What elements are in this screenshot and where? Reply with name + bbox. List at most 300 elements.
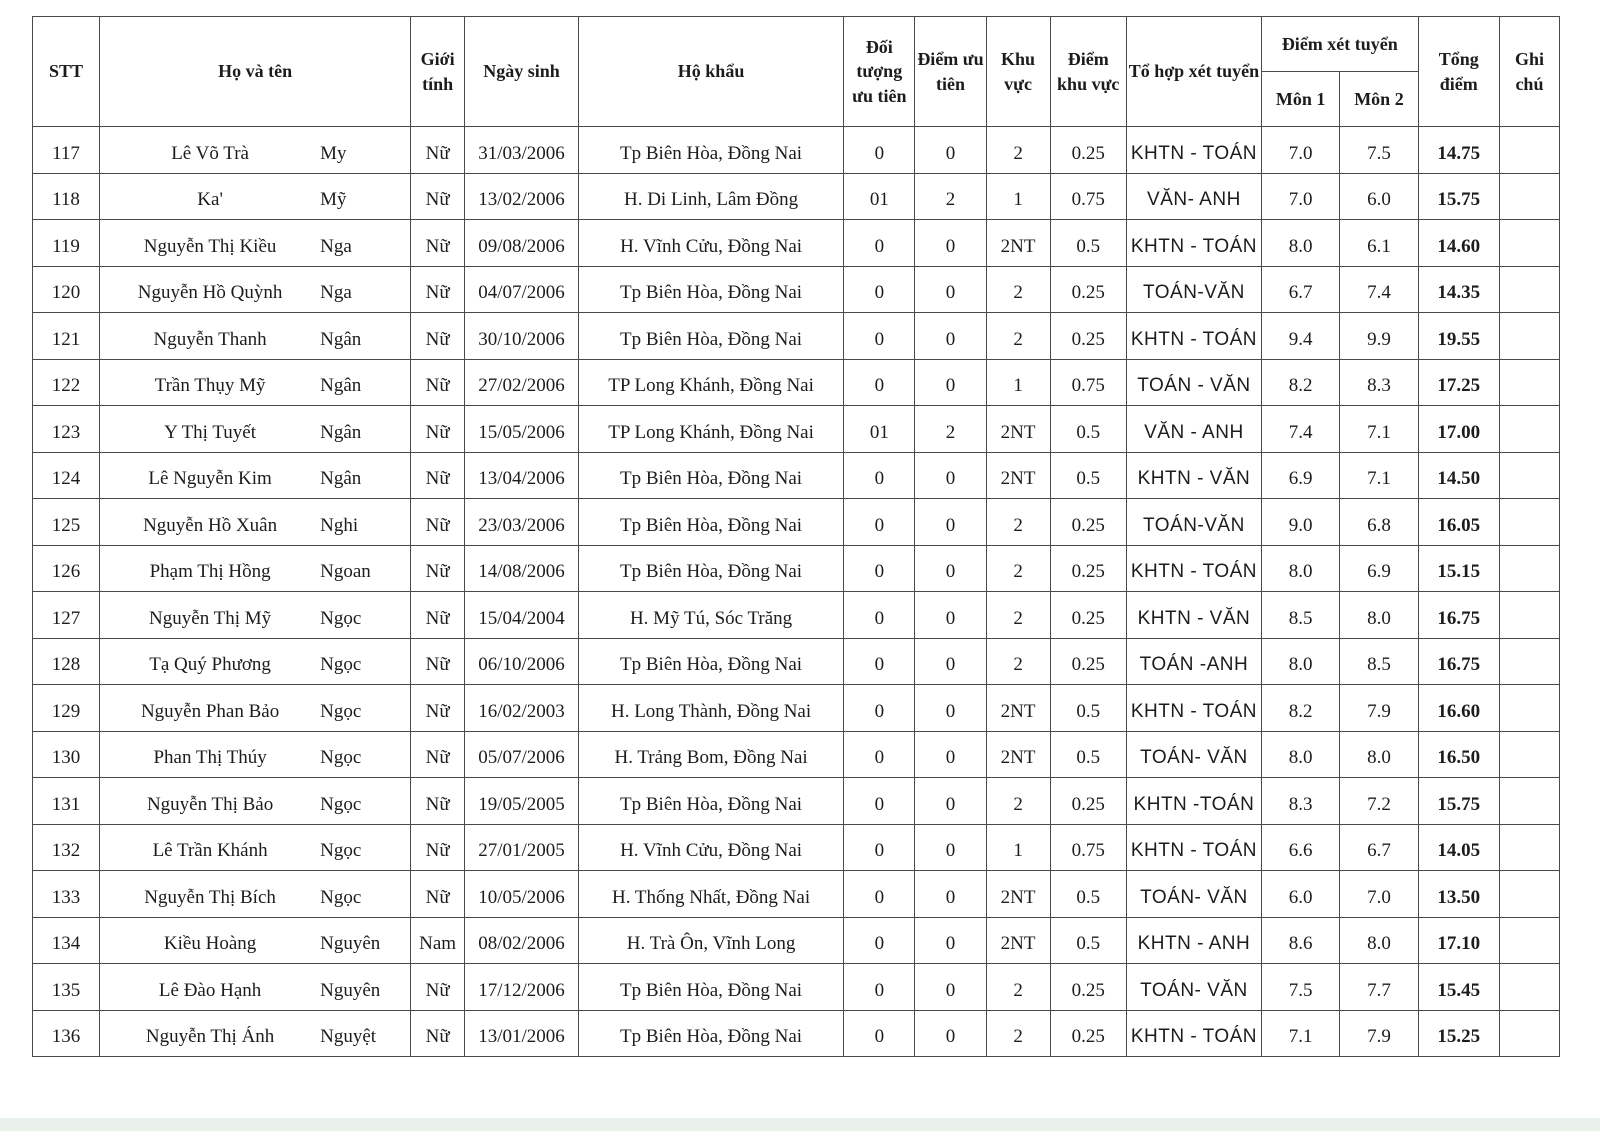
cell-last-middle-name: Ka' — [197, 189, 223, 211]
cell-priority-group: 0 — [844, 592, 915, 639]
cell-note — [1499, 266, 1559, 313]
cell-subject-2: 8.5 — [1340, 638, 1418, 685]
cell-note — [1499, 685, 1559, 732]
table-row — [33, 964, 1560, 1011]
cell-total: 14.75 — [1418, 127, 1499, 174]
table-row — [33, 731, 1560, 778]
cell-subject-2: 7.7 — [1340, 964, 1418, 1011]
table-row — [33, 406, 1560, 453]
cell-note — [1499, 592, 1559, 639]
cell-priority-group: 01 — [844, 406, 915, 453]
cell-gender: Nữ — [411, 452, 465, 499]
cell-region-score: 0.25 — [1050, 499, 1126, 546]
cell-priority-group: 0 — [844, 127, 915, 174]
cell-priority-group: 0 — [844, 499, 915, 546]
table-row — [33, 685, 1560, 732]
table-row — [33, 917, 1560, 964]
cell-address: H. Di Linh, Lâm Đồng — [578, 173, 843, 220]
cell-dob: 27/02/2006 — [465, 359, 579, 406]
cell-subject-1: 8.0 — [1262, 220, 1340, 267]
cell-last-middle-name: Nguyễn Hồ Xuân — [143, 514, 278, 536]
cell-name — [100, 499, 411, 546]
cell-dob: 17/12/2006 — [465, 964, 579, 1011]
cell-region: 2 — [986, 778, 1050, 825]
cell-region: 2 — [986, 1010, 1050, 1057]
cell-combination: KHTN -TOÁN — [1126, 778, 1261, 825]
cell-address: H. Vĩnh Cửu, Đồng Nai — [578, 824, 843, 871]
cell-note — [1499, 127, 1559, 174]
cell-first-name: Nga — [320, 282, 352, 304]
cell-gender: Nữ — [411, 406, 465, 453]
cell-last-middle-name: Nguyễn Thị Bích — [144, 886, 276, 908]
admission-results-table — [32, 16, 1560, 1057]
cell-name — [100, 452, 411, 499]
cell-combination: KHTN - VĂN — [1126, 452, 1261, 499]
cell-name — [100, 778, 411, 825]
cell-note — [1499, 406, 1559, 453]
table-row — [33, 127, 1560, 174]
cell-priority-group: 0 — [844, 871, 915, 918]
header-total: Tổng điểm — [1418, 17, 1499, 127]
cell-subject-2: 6.9 — [1340, 545, 1418, 592]
table-row — [33, 266, 1560, 313]
cell-dob: 27/01/2005 — [465, 824, 579, 871]
cell-last-middle-name: Lê Trần Khánh — [152, 840, 268, 862]
cell-region-score: 0.25 — [1050, 592, 1126, 639]
cell-first-name: Nguyệt — [320, 1026, 377, 1048]
cell-subject-2: 8.0 — [1340, 917, 1418, 964]
cell-name — [100, 313, 411, 360]
cell-note — [1499, 313, 1559, 360]
cell-note — [1499, 964, 1559, 1011]
cell-subject-1: 9.4 — [1262, 313, 1340, 360]
cell-last-middle-name: Tạ Quý Phương — [149, 654, 271, 676]
cell-region-score: 0.75 — [1050, 824, 1126, 871]
cell-name — [100, 871, 411, 918]
cell-last-middle-name: Trần Thụy Mỹ — [154, 375, 266, 397]
cell-region-score: 0.5 — [1050, 871, 1126, 918]
cell-priority-score: 0 — [915, 778, 986, 825]
header-priority-score: Điểm ưu tiên — [915, 17, 986, 127]
cell-total: 15.15 — [1418, 545, 1499, 592]
cell-region: 2NT — [986, 685, 1050, 732]
cell-combination: TOÁN-VĂN — [1126, 499, 1261, 546]
cell-combination: KHTN - TOÁN — [1126, 685, 1261, 732]
cell-last-middle-name: Kiều Hoàng — [163, 933, 257, 955]
cell-region-score: 0.5 — [1050, 731, 1126, 778]
cell-first-name: Mỹ — [320, 189, 347, 211]
cell-gender: Nữ — [411, 359, 465, 406]
cell-name — [100, 592, 411, 639]
cell-stt: 123 — [33, 406, 100, 453]
cell-subject-1: 6.9 — [1262, 452, 1340, 499]
cell-subject-1: 6.7 — [1262, 266, 1340, 313]
cell-region-score: 0.5 — [1050, 917, 1126, 964]
cell-address: Tp Biên Hòa, Đồng Nai — [578, 964, 843, 1011]
table-row — [33, 824, 1560, 871]
cell-total: 19.55 — [1418, 313, 1499, 360]
cell-total: 17.10 — [1418, 917, 1499, 964]
cell-region: 2 — [986, 638, 1050, 685]
header-stt: STT — [33, 17, 100, 127]
cell-subject-2: 8.0 — [1340, 731, 1418, 778]
cell-name — [100, 406, 411, 453]
cell-dob: 13/02/2006 — [465, 173, 579, 220]
cell-priority-group: 0 — [844, 545, 915, 592]
cell-priority-score: 0 — [915, 313, 986, 360]
cell-priority-score: 0 — [915, 545, 986, 592]
cell-name — [100, 685, 411, 732]
cell-region-score: 0.75 — [1050, 359, 1126, 406]
cell-first-name: Ngân — [320, 421, 362, 443]
cell-address: H. Trà Ôn, Vĩnh Long — [578, 917, 843, 964]
cell-stt: 120 — [33, 266, 100, 313]
cell-region-score: 0.5 — [1050, 452, 1126, 499]
header-combination: Tổ hợp xét tuyển — [1126, 17, 1261, 127]
cell-gender: Nữ — [411, 731, 465, 778]
cell-subject-2: 7.9 — [1340, 1010, 1418, 1057]
header-gender: Giới tính — [411, 17, 465, 127]
cell-priority-score: 0 — [915, 127, 986, 174]
cell-address: Tp Biên Hòa, Đồng Nai — [578, 452, 843, 499]
cell-dob: 08/02/2006 — [465, 917, 579, 964]
cell-dob: 13/01/2006 — [465, 1010, 579, 1057]
cell-total: 14.50 — [1418, 452, 1499, 499]
cell-subject-2: 6.1 — [1340, 220, 1418, 267]
header-region: Khu vực — [986, 17, 1050, 127]
table-row — [33, 592, 1560, 639]
cell-region: 2NT — [986, 220, 1050, 267]
cell-first-name: Ngọc — [320, 840, 362, 862]
cell-subject-1: 6.0 — [1262, 871, 1340, 918]
cell-subject-1: 8.0 — [1262, 638, 1340, 685]
cell-dob: 15/04/2004 — [465, 592, 579, 639]
cell-gender: Nữ — [411, 685, 465, 732]
cell-first-name: Nguyên — [320, 933, 381, 955]
cell-subject-2: 8.3 — [1340, 359, 1418, 406]
cell-gender: Nữ — [411, 871, 465, 918]
cell-combination: KHTN - TOÁN — [1126, 545, 1261, 592]
cell-region: 2 — [986, 127, 1050, 174]
cell-stt: 128 — [33, 638, 100, 685]
cell-priority-score: 0 — [915, 1010, 986, 1057]
cell-stt: 134 — [33, 917, 100, 964]
cell-total: 15.75 — [1418, 173, 1499, 220]
cell-stt: 125 — [33, 499, 100, 546]
cell-priority-score: 0 — [915, 266, 986, 313]
cell-stt: 117 — [33, 127, 100, 174]
cell-region: 2 — [986, 313, 1050, 360]
cell-last-middle-name: Lê Nguyễn Kim — [148, 468, 272, 490]
cell-stt: 136 — [33, 1010, 100, 1057]
cell-dob: 10/05/2006 — [465, 871, 579, 918]
table-row — [33, 313, 1560, 360]
cell-region: 2 — [986, 592, 1050, 639]
cell-subject-2: 6.0 — [1340, 173, 1418, 220]
cell-dob: 05/07/2006 — [465, 731, 579, 778]
cell-priority-group: 0 — [844, 824, 915, 871]
cell-priority-score: 0 — [915, 685, 986, 732]
cell-name — [100, 173, 411, 220]
cell-priority-score: 2 — [915, 406, 986, 453]
cell-first-name: Nga — [320, 235, 352, 257]
cell-priority-score: 0 — [915, 917, 986, 964]
cell-name — [100, 964, 411, 1011]
cell-address: TP Long Khánh, Đồng Nai — [578, 359, 843, 406]
cell-region-score: 0.25 — [1050, 545, 1126, 592]
cell-combination: VĂN- ANH — [1126, 173, 1261, 220]
cell-subject-1: 8.2 — [1262, 359, 1340, 406]
cell-priority-group: 0 — [844, 917, 915, 964]
cell-address: Tp Biên Hòa, Đồng Nai — [578, 127, 843, 174]
cell-dob: 23/03/2006 — [465, 499, 579, 546]
cell-address: H. Mỹ Tú, Sóc Trăng — [578, 592, 843, 639]
cell-region-score: 0.25 — [1050, 638, 1126, 685]
cell-priority-group: 0 — [844, 220, 915, 267]
cell-gender: Nữ — [411, 964, 465, 1011]
cell-priority-group: 0 — [844, 778, 915, 825]
cell-total: 15.45 — [1418, 964, 1499, 1011]
cell-subject-1: 8.6 — [1262, 917, 1340, 964]
cell-subject-1: 7.0 — [1262, 127, 1340, 174]
cell-total: 15.75 — [1418, 778, 1499, 825]
cell-note — [1499, 499, 1559, 546]
cell-last-middle-name: Nguyễn Thị Bảo — [146, 793, 274, 815]
cell-total: 13.50 — [1418, 871, 1499, 918]
cell-total: 15.25 — [1418, 1010, 1499, 1057]
cell-stt: 122 — [33, 359, 100, 406]
cell-priority-group: 0 — [844, 964, 915, 1011]
cell-last-middle-name: Nguyễn Thị Kiều — [143, 235, 277, 257]
cell-combination: KHTN - TOÁN — [1126, 1010, 1261, 1057]
cell-stt: 131 — [33, 778, 100, 825]
cell-gender: Nữ — [411, 313, 465, 360]
cell-subject-2: 7.1 — [1340, 406, 1418, 453]
cell-dob: 15/05/2006 — [465, 406, 579, 453]
cell-gender: Nữ — [411, 778, 465, 825]
cell-last-middle-name: Phan Thị Thúy — [153, 747, 267, 769]
cell-subject-2: 7.0 — [1340, 871, 1418, 918]
cell-combination: KHTN - VĂN — [1126, 592, 1261, 639]
cell-region-score: 0.5 — [1050, 685, 1126, 732]
cell-subject-1: 8.5 — [1262, 592, 1340, 639]
cell-priority-score: 0 — [915, 871, 986, 918]
cell-subject-2: 7.1 — [1340, 452, 1418, 499]
cell-subject-1: 9.0 — [1262, 499, 1340, 546]
cell-priority-group: 0 — [844, 731, 915, 778]
cell-gender: Nữ — [411, 266, 465, 313]
cell-gender: Nữ — [411, 499, 465, 546]
cell-address: Tp Biên Hòa, Đồng Nai — [578, 1010, 843, 1057]
cell-address: Tp Biên Hòa, Đồng Nai — [578, 545, 843, 592]
cell-first-name: Nguyên — [320, 979, 381, 1001]
cell-name — [100, 359, 411, 406]
cell-name — [100, 545, 411, 592]
cell-first-name: Ngân — [320, 328, 362, 350]
cell-address: H. Thống Nhất, Đồng Nai — [578, 871, 843, 918]
table-row — [33, 778, 1560, 825]
table-row — [33, 871, 1560, 918]
cell-subject-2: 6.8 — [1340, 499, 1418, 546]
cell-priority-group: 0 — [844, 1010, 915, 1057]
cell-note — [1499, 778, 1559, 825]
cell-combination: TOÁN- VĂN — [1126, 964, 1261, 1011]
table-row — [33, 220, 1560, 267]
cell-combination: TOÁN-VĂN — [1126, 266, 1261, 313]
cell-subject-1: 6.6 — [1262, 824, 1340, 871]
header-subject-2: Môn 2 — [1340, 72, 1418, 127]
header-priority-group: Đối tượng ưu tiên — [844, 17, 915, 127]
cell-last-middle-name: Phạm Thị Hồng — [149, 561, 271, 583]
header-name: Họ và tên — [100, 17, 411, 127]
cell-stt: 129 — [33, 685, 100, 732]
cell-total: 14.05 — [1418, 824, 1499, 871]
cell-combination: KHTN - ANH — [1126, 917, 1261, 964]
cell-region: 1 — [986, 824, 1050, 871]
cell-priority-score: 0 — [915, 592, 986, 639]
cell-first-name: Ngọc — [320, 654, 362, 676]
cell-name — [100, 917, 411, 964]
cell-gender: Nữ — [411, 592, 465, 639]
cell-dob: 31/03/2006 — [465, 127, 579, 174]
cell-stt: 127 — [33, 592, 100, 639]
cell-last-middle-name: Nguyễn Phan Bảo — [140, 700, 280, 722]
cell-address: Tp Biên Hòa, Đồng Nai — [578, 778, 843, 825]
cell-first-name: Ngân — [320, 468, 362, 490]
cell-priority-score: 0 — [915, 499, 986, 546]
cell-combination: VĂN - ANH — [1126, 406, 1261, 453]
cell-gender: Nữ — [411, 824, 465, 871]
cell-note — [1499, 917, 1559, 964]
cell-gender: Nữ — [411, 1010, 465, 1057]
cell-total: 16.05 — [1418, 499, 1499, 546]
cell-note — [1499, 871, 1559, 918]
cell-region: 2NT — [986, 871, 1050, 918]
cell-dob: 13/04/2006 — [465, 452, 579, 499]
table-row — [33, 452, 1560, 499]
cell-first-name: Ngân — [320, 375, 362, 397]
cell-first-name: Nghi — [320, 514, 359, 536]
cell-subject-1: 7.0 — [1262, 173, 1340, 220]
cell-priority-score: 0 — [915, 964, 986, 1011]
cell-note — [1499, 824, 1559, 871]
cell-subject-2: 6.7 — [1340, 824, 1418, 871]
table-row — [33, 499, 1560, 546]
cell-stt: 118 — [33, 173, 100, 220]
cell-last-middle-name: Nguyễn Thị Ánh — [145, 1026, 275, 1048]
cell-subject-2: 7.4 — [1340, 266, 1418, 313]
cell-first-name: Ngọc — [320, 747, 362, 769]
cell-region: 2NT — [986, 917, 1050, 964]
cell-subject-2: 9.9 — [1340, 313, 1418, 360]
cell-combination: KHTN - TOÁN — [1126, 313, 1261, 360]
cell-note — [1499, 359, 1559, 406]
cell-subject-1: 8.0 — [1262, 545, 1340, 592]
cell-total: 16.75 — [1418, 592, 1499, 639]
cell-priority-score: 2 — [915, 173, 986, 220]
cell-first-name: Ngọc — [320, 700, 362, 722]
cell-subject-2: 7.5 — [1340, 127, 1418, 174]
cell-stt: 119 — [33, 220, 100, 267]
cell-priority-score: 0 — [915, 731, 986, 778]
cell-priority-group: 0 — [844, 266, 915, 313]
cell-subject-1: 8.3 — [1262, 778, 1340, 825]
header-address: Hộ khẩu — [578, 17, 843, 127]
cell-total: 14.60 — [1418, 220, 1499, 267]
cell-dob: 04/07/2006 — [465, 266, 579, 313]
cell-region: 2NT — [986, 452, 1050, 499]
cell-dob: 09/08/2006 — [465, 220, 579, 267]
cell-region-score: 0.5 — [1050, 220, 1126, 267]
cell-gender: Nữ — [411, 638, 465, 685]
header-region-score: Điểm khu vực — [1050, 17, 1126, 127]
cell-region-score: 0.5 — [1050, 406, 1126, 453]
cell-last-middle-name: Nguyễn Thị Mỹ — [149, 607, 272, 629]
cell-address: Tp Biên Hòa, Đồng Nai — [578, 638, 843, 685]
cell-region: 2NT — [986, 406, 1050, 453]
cell-total: 16.50 — [1418, 731, 1499, 778]
cell-region-score: 0.25 — [1050, 1010, 1126, 1057]
cell-last-middle-name: Nguyễn Thanh — [153, 328, 267, 350]
cell-first-name: Ngoan — [320, 561, 371, 583]
cell-gender: Nữ — [411, 127, 465, 174]
cell-note — [1499, 220, 1559, 267]
cell-subject-1: 7.5 — [1262, 964, 1340, 1011]
cell-region: 2 — [986, 499, 1050, 546]
cell-subject-2: 7.2 — [1340, 778, 1418, 825]
cell-combination: TOÁN - VĂN — [1126, 359, 1261, 406]
cell-note — [1499, 1010, 1559, 1057]
cell-name — [100, 731, 411, 778]
cell-note — [1499, 545, 1559, 592]
cell-region: 2 — [986, 545, 1050, 592]
table-row — [33, 359, 1560, 406]
cell-address: H. Trảng Bom, Đồng Nai — [578, 731, 843, 778]
cell-gender: Nữ — [411, 220, 465, 267]
cell-region: 2 — [986, 266, 1050, 313]
cell-priority-group: 0 — [844, 359, 915, 406]
cell-priority-group: 0 — [844, 638, 915, 685]
cell-combination: KHTN - TOÁN — [1126, 127, 1261, 174]
cell-note — [1499, 731, 1559, 778]
cell-subject-1: 7.4 — [1262, 406, 1340, 453]
cell-note — [1499, 638, 1559, 685]
table-row — [33, 638, 1560, 685]
header-dob: Ngày sinh — [465, 17, 579, 127]
table-row — [33, 173, 1560, 220]
cell-total: 17.00 — [1418, 406, 1499, 453]
cell-combination: TOÁN -ANH — [1126, 638, 1261, 685]
cell-note — [1499, 173, 1559, 220]
cell-stt: 132 — [33, 824, 100, 871]
cell-note — [1499, 452, 1559, 499]
cell-last-middle-name: Nguyễn Hồ Quỳnh — [137, 282, 283, 304]
cell-name — [100, 824, 411, 871]
cell-address: Tp Biên Hòa, Đồng Nai — [578, 266, 843, 313]
cell-name — [100, 266, 411, 313]
cell-stt: 126 — [33, 545, 100, 592]
cell-stt: 124 — [33, 452, 100, 499]
cell-priority-score: 0 — [915, 638, 986, 685]
cell-name — [100, 1010, 411, 1057]
cell-region-score: 0.25 — [1050, 266, 1126, 313]
cell-last-middle-name: Y Thị Tuyết — [164, 421, 257, 443]
table-body — [33, 127, 1560, 1057]
cell-gender: Nam — [411, 917, 465, 964]
cell-dob: 06/10/2006 — [465, 638, 579, 685]
cell-priority-group: 0 — [844, 452, 915, 499]
cell-last-middle-name: Lê Võ Trà — [171, 142, 249, 164]
